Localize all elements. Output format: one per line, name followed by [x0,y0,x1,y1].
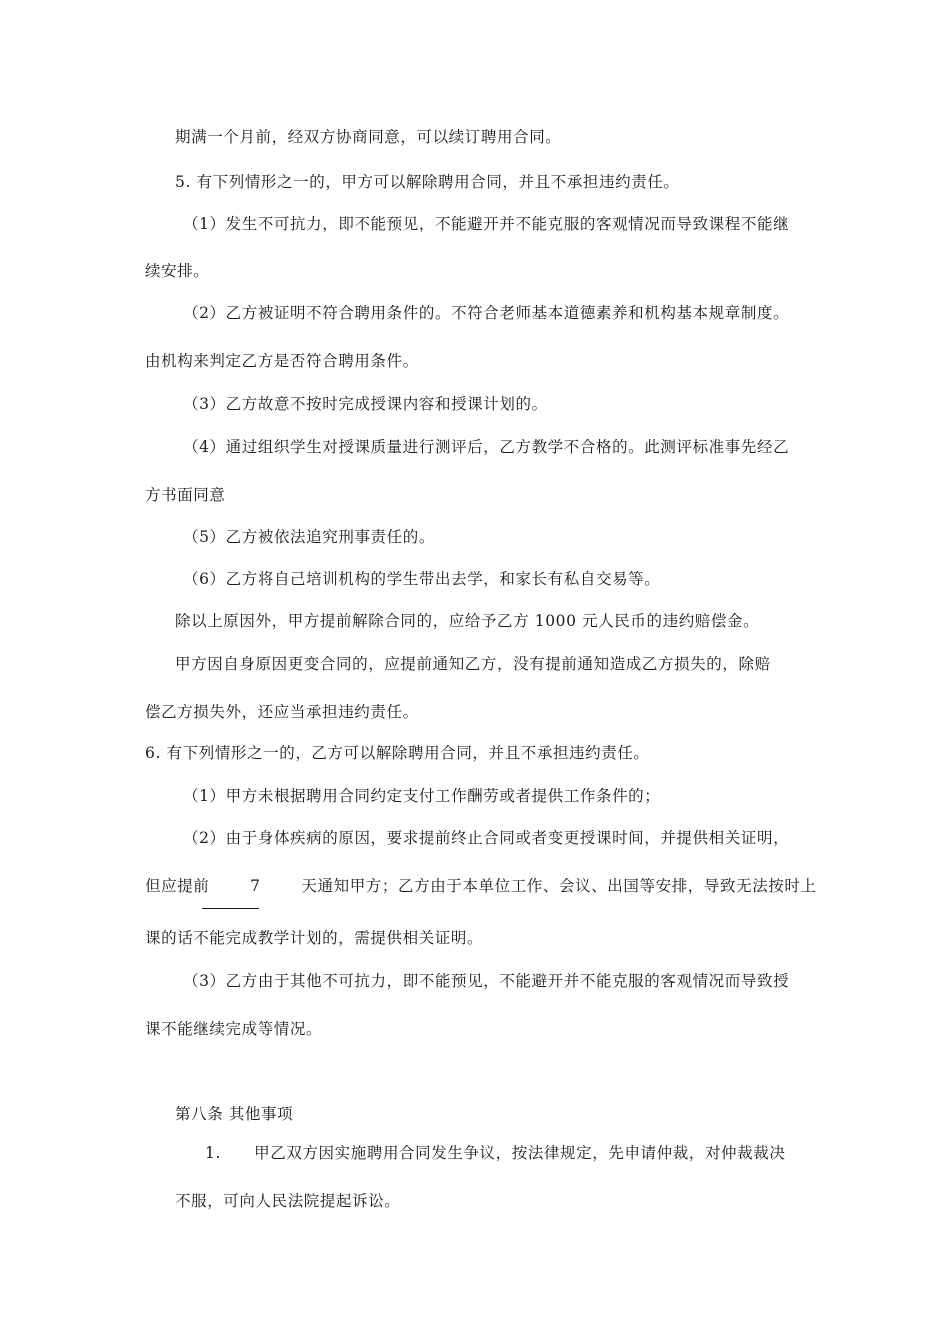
text-line: 续安排。 [145,262,210,280]
text-line: （3）乙方由于其他不可抗力，即不能预见，不能避开并不能克服的客观情况而导致授 [183,972,790,990]
notice-before: 但应提前 [145,877,210,895]
text-line: 期满一个月前，经双方协商同意，可以续订聘用合同。 [175,128,562,146]
text-line: 方书面同意 [145,486,226,504]
notice-line [145,875,817,897]
days-underline [202,908,259,909]
text-line: 由机构来判定乙方是否符合聘用条件。 [145,352,419,370]
text-line: （4）通过组织学生对授课质量进行测评后，乙方教学不合格的。此测评标准事先经乙 [183,438,790,456]
notice-after: 天通知甲方；乙方由于本单位工作、会议、出国等安排，导致无法按时上 [301,877,817,895]
text-line: （2）乙方被证明不符合聘用条件的。不符合老师基本道德素养和机构基本规章制度。 [183,304,790,322]
text-line: （1）发生不可抗力，即不能预见，不能避开并不能克服的客观情况而导致课程不能继 [183,215,790,233]
text-line: （3）乙方故意不按时完成授课内容和授课计划的。 [183,395,548,413]
text-line: 除以上原因外，甲方提前解除合同的，应给予乙方 1000 元人民币的违约赔偿金。 [175,612,760,630]
text-line: （6）乙方将自己培训机构的学生带出去学，和家长有私自交易等。 [183,570,661,588]
clause-6-heading: 6. 有下列情形之一的，乙方可以解除聘用合同，并且不承担违约责任。 [145,744,650,762]
text-line: 课的话不能完成教学计划的，需提供相关证明。 [145,929,484,947]
text-line: （5）乙方被依法追究刑事责任的。 [183,528,435,546]
text-line: 不服，可向人民法院提起诉讼。 [175,1192,401,1210]
text-line: （1）甲方未根据聘用合同约定支付工作酬劳或者提供工作条件的； [183,787,661,805]
notice-days-value: 7 [250,877,261,895]
clause-5-heading: 5. 有下列情形之一的，甲方可以解除聘用合同，并且不承担违约责任。 [175,173,680,191]
text-line: 甲方因自身原因更变合同的，应提前通知乙方，没有提前通知造成乙方损失的，除赔 [175,655,771,673]
article-8-heading: 第八条 其他事项 [175,1105,294,1123]
text-line: 课不能继续完成等情况。 [145,1020,323,1038]
text-line: 偿乙方损失外，还应当承担违约责任。 [145,703,419,721]
text-line: 1. 甲乙双方因实施聘用合同发生争议，按法律规定，先申请仲裁，对仲裁裁决 [205,1144,786,1162]
text-line: （2）由于身体疾病的原因，要求提前终止合同或者变更授课时间，并提供相关证明， [183,829,790,847]
